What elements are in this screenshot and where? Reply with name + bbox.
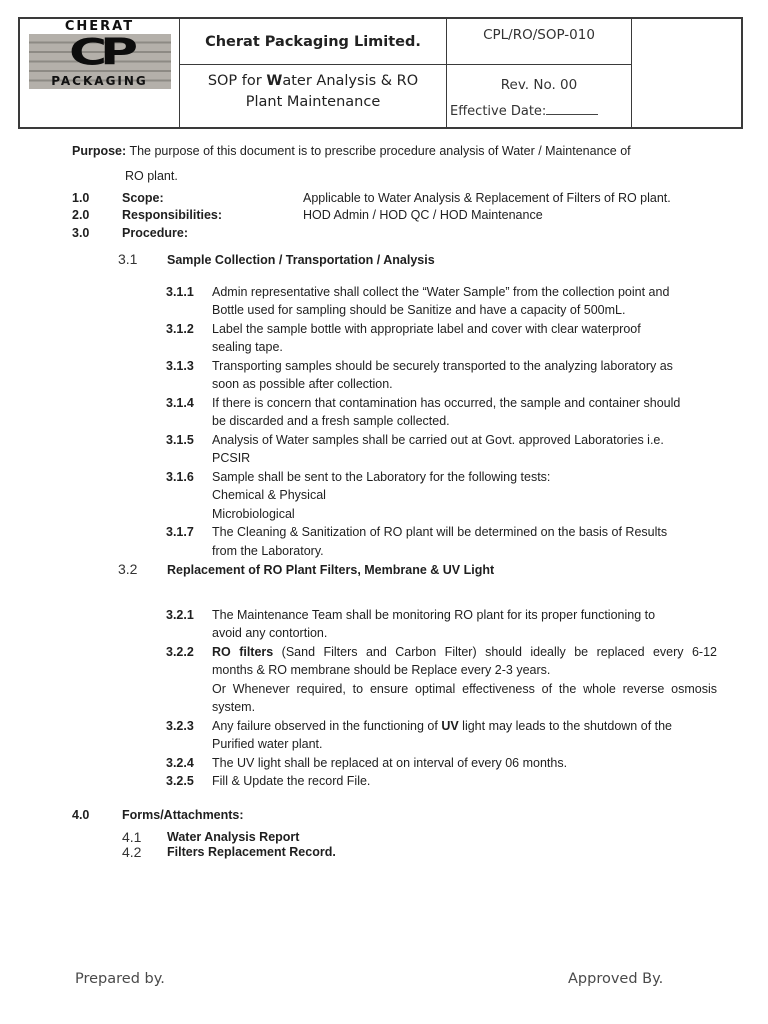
procedure-item-line: system. — [212, 700, 256, 714]
top-list-row — [72, 190, 732, 207]
procedure-item-lines — [212, 754, 717, 773]
procedure-item-line: be discarded and a fresh sample collected. — [212, 414, 450, 428]
text-segment: UV — [441, 718, 459, 733]
purpose-label: Purpose: — [72, 144, 127, 158]
top-list-label: Responsibilities: — [122, 208, 223, 223]
text-segment: Or Whenever required, to ensure optimal effectiveness of the whole reverse osmosis — [212, 681, 717, 696]
procedure-item-line — [212, 643, 717, 662]
procedure-item-line: Transporting samples should be securely transported to the analyzing laboratory as — [212, 358, 673, 373]
revision-cell — [447, 65, 632, 127]
procedure-item-line: The UV light shall be replaced at on interval of every 06 months. — [212, 755, 568, 770]
company-logo — [20, 19, 180, 127]
procedure-item-line: The Maintenance Team shall be monitoring RO plant for its proper functioning to — [212, 607, 656, 622]
procedure-item-line — [212, 717, 717, 736]
procedure-item-line: PCSIR — [212, 451, 251, 465]
top-list-number: 3.0 — [72, 225, 90, 240]
procedure-item-number: 3.1.1 — [166, 284, 194, 299]
procedure-item-number: 3.1.5 — [166, 432, 194, 447]
procedure-item — [166, 606, 768, 643]
purpose-line2: RO plant. — [125, 169, 178, 183]
logo-striped-panel — [29, 31, 171, 89]
procedure-item-line: The Cleaning & Sanitization of RO plant will be determined on the basis of Results — [212, 525, 668, 539]
logo-cherat-text: CHERAT — [64, 19, 135, 34]
document-title-line2: Plant Maintenance — [245, 94, 381, 110]
section-items — [0, 283, 768, 561]
forms-item-text: Filters Replacement Record. — [167, 845, 336, 860]
procedure-item-lines — [212, 468, 717, 524]
top-list-label: Procedure: — [122, 225, 188, 240]
procedure-item-line: Fill & Update the record File. — [212, 774, 371, 788]
procedure-item-number: 3.2.4 — [166, 755, 194, 770]
procedure-item — [166, 717, 768, 754]
top-list-value: Applicable to Water Analysis & Replacement of Filters of RO plant. — [303, 191, 671, 205]
text-segment: Any failure observed in the functioning of — [212, 718, 442, 733]
prepared-by-label: Prepared by. — [75, 971, 165, 987]
title-bold-letter: W — [266, 73, 283, 89]
procedure-item-number: 3.1.6 — [166, 469, 194, 484]
section-heading — [0, 560, 768, 580]
procedure-item-lines — [212, 717, 717, 754]
top-list-value: HOD Admin / HOD QC / HOD Maintenance — [303, 208, 543, 223]
document-number: CPL/RO/SOP-010 — [447, 19, 632, 65]
purpose-block — [72, 142, 702, 185]
procedure-item — [166, 643, 768, 717]
procedure-item-lines — [212, 606, 717, 643]
top-list-number: 2.0 — [72, 208, 90, 223]
procedure-item-lines — [212, 523, 717, 560]
forms-item-number: 4.1 — [122, 829, 142, 845]
procedure-item-lines — [212, 394, 717, 431]
procedure-item-number: 3.2.1 — [166, 607, 194, 622]
document-title — [180, 65, 447, 127]
forms-item-row — [122, 845, 672, 860]
forms-item-row — [122, 830, 672, 845]
procedure-item-number: 3.2.2 — [166, 644, 194, 659]
procedure-item-line: sealing tape. — [212, 340, 283, 354]
procedure-item-line: Purified water plant. — [212, 737, 323, 751]
top-list-row — [72, 207, 732, 224]
procedure-item-line: Sample shall be sent to the Laboratory for the following tests: — [212, 469, 551, 484]
procedure-item-number: 3.1.2 — [166, 321, 194, 336]
effective-date — [447, 102, 631, 119]
section-number: 3.2 — [118, 561, 138, 577]
title-text: ater Analysis & RO — [282, 73, 419, 89]
header-empty-cell — [632, 19, 741, 127]
procedure-item — [166, 283, 768, 320]
forms-items — [72, 830, 672, 861]
section-heading — [0, 250, 768, 270]
top-list-label: Scope: — [122, 191, 164, 205]
section-title: Replacement of RO Plant Filters, Membrane & UV Light — [167, 563, 495, 577]
procedure-item-lines — [212, 320, 717, 357]
top-list-row — [72, 225, 732, 242]
forms-attachments — [72, 806, 672, 861]
procedure-item-line: Admin representative shall collect the “Water Sample” from the collection point and — [212, 284, 670, 299]
company-name: Cherat Packaging Limited. — [180, 19, 447, 65]
title-text: SOP for — [207, 73, 267, 89]
purpose-text: The purpose of this document is to prescribe procedure analysis of Water / Maintenance of — [129, 144, 631, 158]
procedure-item-number: 3.2.5 — [166, 774, 194, 788]
top-list — [72, 190, 732, 242]
procedure-item — [166, 357, 768, 394]
procedure-item-number: 3.1.7 — [166, 525, 194, 539]
procedure-item — [166, 523, 768, 560]
procedure-item-line — [212, 680, 717, 699]
effective-date-blank — [546, 102, 598, 115]
forms-heading-number: 4.0 — [72, 808, 90, 822]
procedure-item — [166, 431, 768, 468]
text-segment: light may leads to the shutdown of the — [458, 718, 673, 733]
logo-packaging-text: PACKAGING — [51, 74, 148, 88]
procedure-item-line: If there is concern that contamination has occurred, the sample and container should — [212, 395, 681, 410]
procedure-item-line: soon as possible after collection. — [212, 377, 393, 391]
revision-number: Rev. No. 00 — [500, 77, 578, 93]
procedure-item — [166, 772, 768, 791]
procedure-item-line: Chemical & Physical — [212, 488, 326, 502]
procedure-item-lines — [212, 357, 717, 394]
procedure-item — [166, 320, 768, 357]
logo-cp-monogram: CP — [68, 31, 131, 74]
forms-heading — [72, 806, 672, 824]
forms-heading-title: Forms/Attachments: — [122, 808, 244, 822]
text-segment: (Sand Filters and Carbon Filter) should ideally be replaced every 6-12 — [273, 644, 717, 659]
procedure-item-line: Microbiological — [212, 506, 295, 521]
effective-date-label: Effective Date: — [450, 104, 547, 119]
procedure-item-lines — [212, 772, 717, 791]
procedure-item — [166, 468, 768, 524]
procedure-item-line: from the Laboratory. — [212, 543, 324, 558]
top-list-value — [303, 225, 732, 242]
procedure-item-number: 3.1.4 — [166, 395, 194, 410]
section-number: 3.1 — [118, 251, 138, 267]
text-segment: RO filters — [212, 644, 274, 659]
procedure-item-line: Analysis of Water samples shall be carried out at Govt. approved Laboratories i.e. — [212, 432, 664, 447]
procedure-item — [166, 754, 768, 773]
procedure-item-lines — [212, 431, 717, 468]
document-header-table — [18, 17, 743, 129]
purpose-line1 — [72, 142, 702, 160]
forms-item-number: 4.2 — [122, 844, 142, 861]
approved-by-label: Approved By. — [568, 971, 664, 987]
procedure-item — [166, 394, 768, 431]
procedure-item-lines — [212, 283, 717, 320]
procedure-item-line: Bottle used for sampling should be Sanitize and have a capacity of 500mL. — [212, 303, 626, 317]
section-title: Sample Collection / Transportation / Analysis — [167, 253, 435, 267]
procedure-item-number: 3.1.3 — [166, 358, 194, 373]
top-list-number: 1.0 — [72, 191, 90, 205]
procedure-item-lines — [212, 643, 717, 717]
procedure-sections — [0, 250, 768, 791]
forms-item-text: Water Analysis Report — [167, 830, 300, 844]
procedure-item-line: avoid any contortion. — [212, 626, 328, 640]
logo-box — [29, 19, 171, 89]
procedure-item-line: months & RO membrane should be Replace every 2-3 years. — [212, 663, 551, 677]
procedure-item-line: Label the sample bottle with appropriate label and cover with clear waterproof — [212, 321, 641, 336]
document-title-line1 — [180, 71, 446, 92]
procedure-item-number: 3.2.3 — [166, 718, 194, 733]
section-items — [0, 606, 768, 791]
